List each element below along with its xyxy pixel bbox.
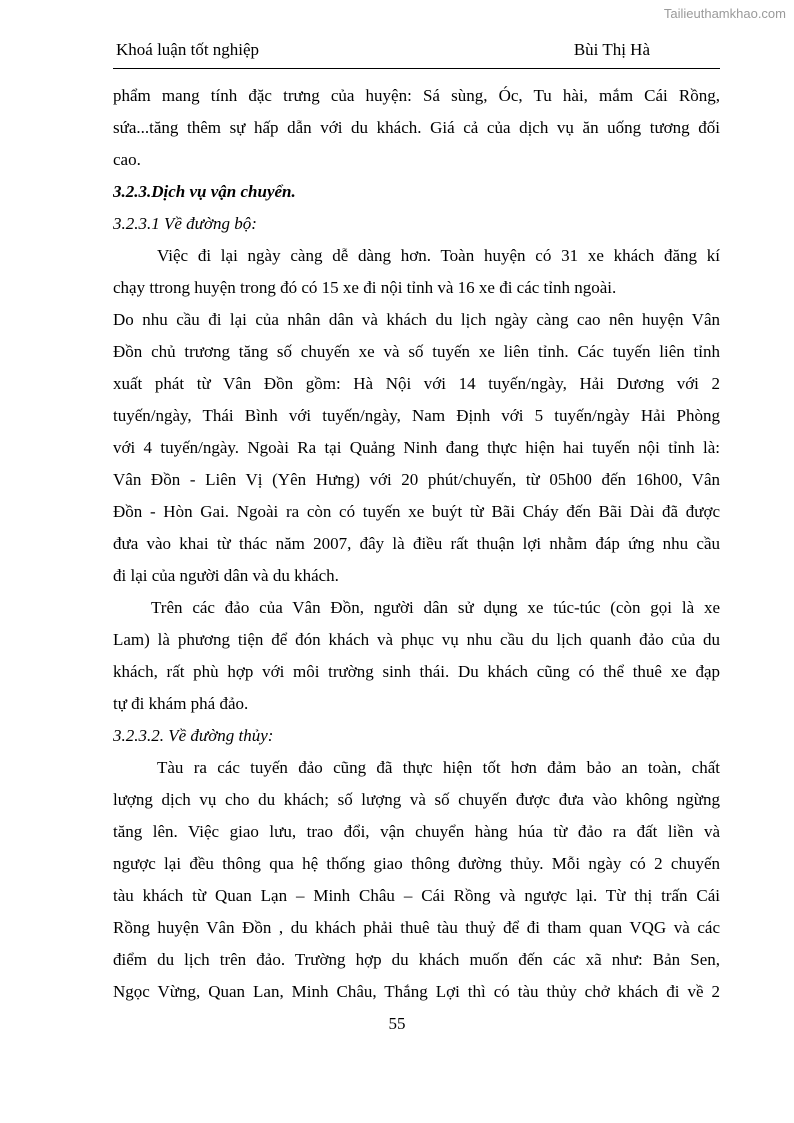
text-line: Lam) là phương tiện để đón khách và phục vụ nhu cầu du lịch quanh đảo của du — [113, 630, 720, 649]
text-line: Do nhu cầu đi lại của nhân dân và khách du lịch ngày càng cao nên huyện Vân — [113, 310, 720, 329]
header-author: Bùi Thị Hà — [573, 40, 650, 59]
watermark: Tailieuthamkhao.com — [663, 6, 786, 21]
text-line: tuyến/ngày, Thái Bình với tuyến/ngày, Nam Định với 5 tuyến/ngày Hải Phòng — [113, 406, 720, 425]
text-line: Đồn - Hòn Gai. Ngoài ra còn có tuyến xe buýt từ Bãi Cháy đến Bãi Dài đã được — [113, 502, 720, 521]
header-title: Khoá luận tốt nghiệp — [116, 40, 260, 59]
subsection-heading: 3.2.3.2. Về đường thủy: — [113, 726, 274, 745]
text-line: đi lại của người dân và du khách. — [113, 566, 339, 585]
text-line: tăng lên. Việc giao lưu, trao đổi, vận chuyển hàng húa từ đảo ra đất liền và — [113, 822, 720, 841]
text-line: Rồng huyện Vân Đồn , du khách phải thuê tàu thuỷ để đi tham quan VQG và các — [113, 918, 720, 937]
text-line: tự đi khám phá đảo. — [113, 694, 249, 713]
subsection-heading: 3.2.3.1 Về đường bộ: — [113, 214, 257, 233]
page-header — [113, 40, 720, 64]
text-line: Đồn chủ trương tăng số chuyến xe và số tuyến xe liên tỉnh. Các tuyến liên tỉnh — [113, 342, 720, 361]
section-heading: 3.2.3.Dịch vụ vận chuyển. — [113, 182, 296, 201]
page-body — [113, 82, 720, 1010]
text-line: xuất phát từ Vân Đồn gồm: Hà Nội với 14 tuyến/ngày, Hải Dương với 2 — [113, 374, 720, 393]
text-line: điểm du lịch trên đảo. Trường hợp du khách muốn đến các xã như: Bản Sen, — [113, 950, 720, 969]
text-line: tàu khách từ Quan Lạn – Minh Châu – Cái Rồng và ngược lại. Từ thị trấn Cái — [113, 886, 720, 905]
text-line: với 4 tuyến/ngày. Ngoài Ra tại Quảng Ninh đang thực hiện hai tuyến nội tỉnh là: — [113, 438, 720, 457]
text-line: Vân Đồn - Liên Vị (Yên Hưng) với 20 phút/chuyến, từ 05h00 đến 16h00, Vân — [113, 470, 720, 489]
header-divider — [113, 68, 720, 69]
text-line: Tàu ra các tuyến đảo cũng đã thực hiện tốt hơn đảm bảo an toàn, chất — [157, 758, 720, 777]
text-line: Ngọc Vừng, Quan Lan, Minh Châu, Thắng Lợi thì có tàu thủy chở khách đi về 2 — [113, 982, 720, 1001]
text-line: Trên các đảo của Vân Đồn, người dân sử dụng xe túc-túc (còn gọi là xe — [151, 598, 720, 617]
text-line: đưa vào khai từ thác năm 2007, đây là điều rất thuận lợi nhằm đáp ứng nhu cầu — [113, 534, 720, 553]
text-line: chạy ttrong huyện trong đó có 15 xe đi nội tỉnh và 16 xe đi các tỉnh ngoài. — [113, 278, 617, 297]
text-line: sứa...tăng thêm sự hấp dẫn với du khách. Giá cả của dịch vụ ăn uống tương đối — [113, 118, 720, 137]
text-line: khách, rất phù hợp với môi trường sinh thái. Du khách cũng có thể thuê xe đạp — [113, 662, 720, 681]
text-line: phẩm mang tính đặc trưng của huyện: Sá sùng, Óc, Tu hài, mắm Cái Rồng, — [113, 86, 720, 105]
text-line: ngược lại đều thông qua hệ thống giao thông đường thủy. Mỗi ngày có 2 chuyến — [113, 854, 720, 873]
text-line: Việc đi lại ngày càng dễ dàng hơn. Toàn huyện có 31 xe khách đăng kí — [157, 246, 720, 265]
page-number: 55 — [388, 1014, 406, 1033]
text-line: cao. — [113, 150, 141, 169]
text-line: lượng dịch vụ cho du khách; số lượng và số chuyến được đưa vào không ngừng — [113, 790, 720, 809]
